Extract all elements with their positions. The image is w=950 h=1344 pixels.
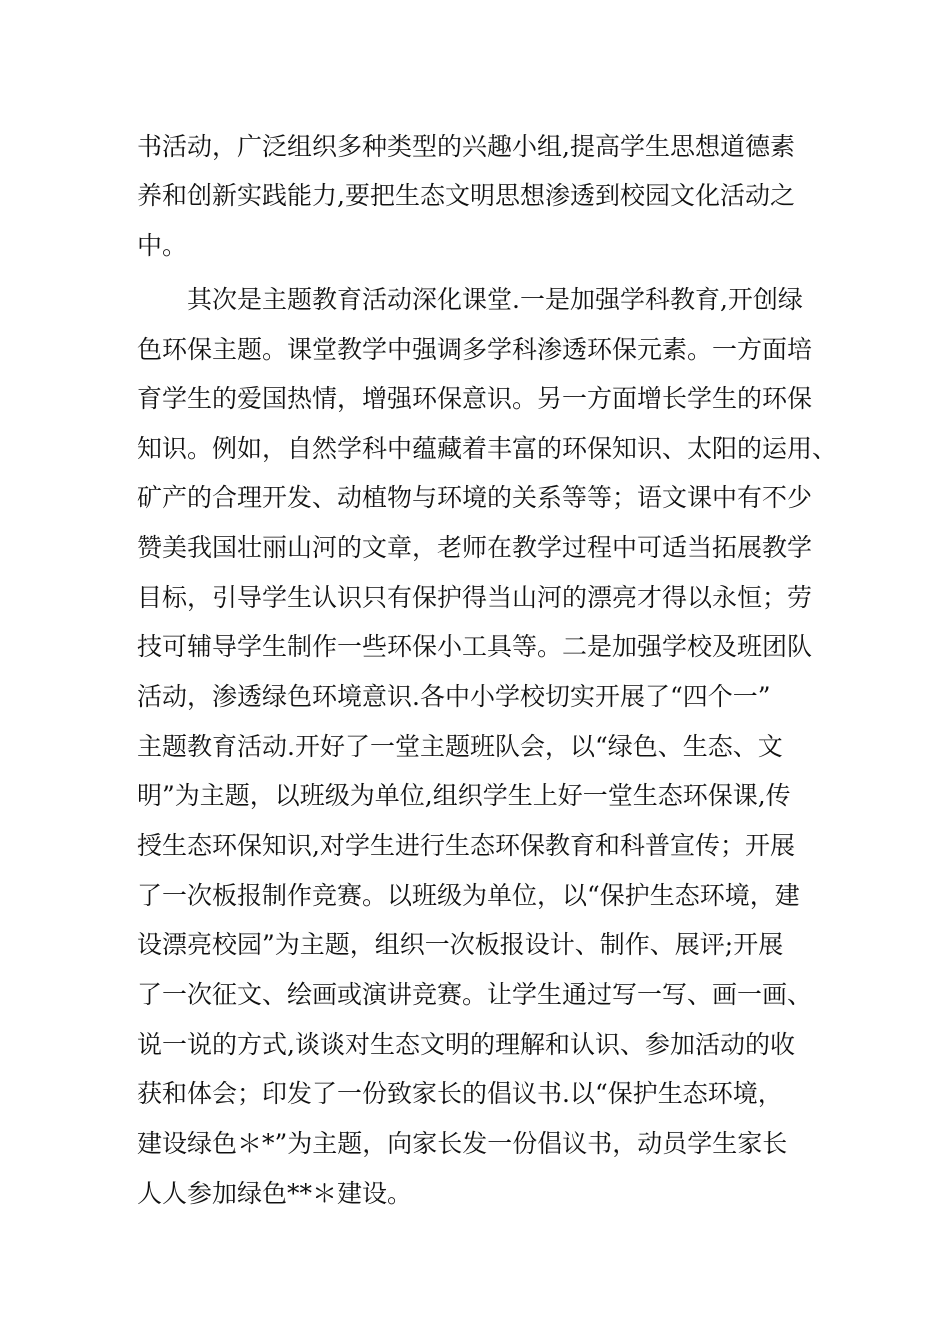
text-line: 说一说的方式,谈谈对生态文明的理解和认识、参加活动的收 [137,1030,795,1059]
text-line: 了一次征文、绘画或演讲竞赛。让学生通过写一写、画一画、 [137,980,813,1009]
text-line: 活动，渗透绿色环境意识.各中小学校切实开展了“四个一” [137,682,771,711]
text-line: 书活动，广泛组织多种类型的兴趣小组,提高学生思想道德素 [137,132,795,161]
text-line: 设漂亮校园”为主题，组织一次板报设计、制作、展评;开展 [137,930,784,959]
text-line: 技可辅导学生制作一些环保小工具等。二是加强学校及班团队 [137,632,813,661]
text-line: 知识。例如，自然学科中蕴藏着丰富的环保知识、太阳的运用、 [137,434,838,463]
text-line: 获和体会；印发了一份致家长的倡议书.以“保护生态环境， [137,1079,783,1108]
text-line: 矿产的合理开发、动植物与环境的关系等等；语文课中有不少 [137,483,813,512]
text-line: 色环保主题。课堂教学中强调多学科渗透环保元素。一方面培 [137,335,813,364]
text-line: 中。 [137,231,188,260]
text-line: 其次是主题教育活动深化课堂.一是加强学科教育,开创绿 [187,285,803,314]
text-line: 赞美我国壮丽山河的文章，老师在教学过程中可适当拓展教学 [137,533,813,562]
text-line: 目标，引导学生认识只有保护得当山河的漂亮才得以永恒；劳 [137,583,813,612]
text-line: 育学生的爱国热情，增强环保意识。另一方面增长学生的环保 [137,384,813,413]
text-line: 养和创新实践能力,要把生态文明思想渗透到校园文化活动之 [137,181,795,210]
text-line: 人人参加绿色**＊建设。 [137,1179,413,1208]
text-line: 授生态环保知识,对学生进行生态环保教育和科普宣传；开展 [137,831,795,860]
text-line: 建设绿色＊*”为主题，向家长发一份倡议书，动员学生家长 [137,1129,788,1158]
text-line: 明”为主题，以班级为单位,组织学生上好一堂生态环保课,传 [137,781,791,810]
text-line: 主题教育活动.开好了一堂主题班队会，以“绿色、生态、文 [137,732,783,761]
text-line: 了一次板报制作竞赛。以班级为单位，以“保护生态环境，建 [137,881,800,910]
